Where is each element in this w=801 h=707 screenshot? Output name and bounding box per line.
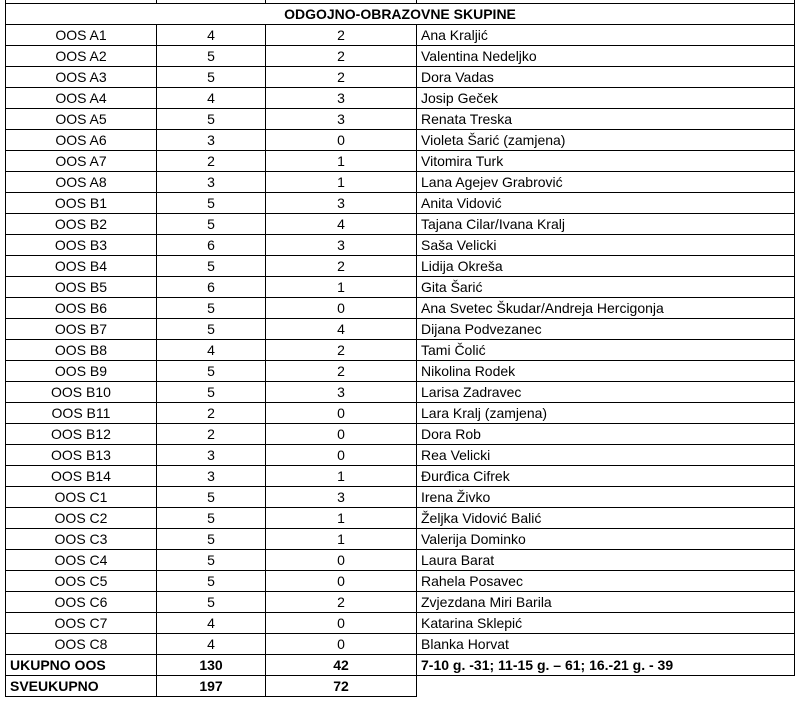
teacher-name-cell: Dora Vadas bbox=[417, 67, 795, 88]
count2-cell: 2 bbox=[266, 340, 417, 361]
group-cell: OOS B12 bbox=[6, 424, 157, 445]
count-cell: 5 bbox=[157, 487, 266, 508]
table-row bbox=[6, 67, 795, 88]
count-cell: 5 bbox=[157, 550, 266, 571]
teacher-name-cell: Lara Kralj (zamjena) bbox=[417, 403, 795, 424]
total-count: 197 bbox=[157, 676, 266, 697]
teacher-name-cell: Tami Čolić bbox=[417, 340, 795, 361]
section-header-row bbox=[6, 4, 795, 25]
group-cell: OOS A5 bbox=[6, 109, 157, 130]
teacher-name-cell: Rea Velicki bbox=[417, 445, 795, 466]
group-cell: OOS B7 bbox=[6, 319, 157, 340]
count2-cell: 2 bbox=[266, 592, 417, 613]
count2-cell: 3 bbox=[266, 109, 417, 130]
group-cell: OOS A8 bbox=[6, 172, 157, 193]
count2-cell: 3 bbox=[266, 487, 417, 508]
subtotal-count2: 42 bbox=[266, 655, 417, 676]
count2-cell: 1 bbox=[266, 277, 417, 298]
group-cell: OOS A7 bbox=[6, 151, 157, 172]
count2-cell: 1 bbox=[266, 151, 417, 172]
count-cell: 2 bbox=[157, 403, 266, 424]
table-row bbox=[6, 214, 795, 235]
count2-cell: 0 bbox=[266, 550, 417, 571]
count2-cell: 1 bbox=[266, 172, 417, 193]
table-row bbox=[6, 445, 795, 466]
group-cell: OOS B14 bbox=[6, 466, 157, 487]
count-cell: 3 bbox=[157, 130, 266, 151]
group-cell: OOS B11 bbox=[6, 403, 157, 424]
table-row bbox=[6, 424, 795, 445]
count-cell: 4 bbox=[157, 340, 266, 361]
group-cell: OOS B13 bbox=[6, 445, 157, 466]
empty-cell bbox=[417, 676, 795, 697]
table-row bbox=[6, 592, 795, 613]
group-cell: OOS B6 bbox=[6, 298, 157, 319]
table-row bbox=[6, 172, 795, 193]
teacher-name-cell: Laura Barat bbox=[417, 550, 795, 571]
count2-cell: 0 bbox=[266, 298, 417, 319]
teacher-name-cell: Ana Kraljić bbox=[417, 25, 795, 46]
teacher-name-cell: Katarina Sklepić bbox=[417, 613, 795, 634]
count-cell: 5 bbox=[157, 319, 266, 340]
table-row bbox=[6, 403, 795, 424]
teacher-name-cell: Tajana Cilar/Ivana Kralj bbox=[417, 214, 795, 235]
subtotal-count: 130 bbox=[157, 655, 266, 676]
group-cell: OOS C2 bbox=[6, 508, 157, 529]
count2-cell: 2 bbox=[266, 67, 417, 88]
age-breakdown-note: 7-10 g. -31; 11-15 g. – 61; 16.-21 g. - 39 bbox=[417, 655, 795, 676]
group-cell: OOS C6 bbox=[6, 592, 157, 613]
count2-cell: 0 bbox=[266, 613, 417, 634]
count-cell: 2 bbox=[157, 151, 266, 172]
count-cell: 5 bbox=[157, 256, 266, 277]
teacher-name-cell: Rahela Posavec bbox=[417, 571, 795, 592]
teacher-name-cell: Lidija Okreša bbox=[417, 256, 795, 277]
table-row bbox=[6, 361, 795, 382]
count-cell: 5 bbox=[157, 109, 266, 130]
count2-cell: 2 bbox=[266, 25, 417, 46]
count2-cell: 0 bbox=[266, 130, 417, 151]
table-row bbox=[6, 382, 795, 403]
count-cell: 2 bbox=[157, 424, 266, 445]
table-row bbox=[6, 256, 795, 277]
teacher-name-cell: Ana Svetec Škudar/Andreja Hercigonja bbox=[417, 298, 795, 319]
count-cell: 5 bbox=[157, 508, 266, 529]
section-title: ODGOJNO-OBRAZOVNE SKUPINE bbox=[6, 4, 795, 25]
count2-cell: 4 bbox=[266, 319, 417, 340]
count2-cell: 2 bbox=[266, 46, 417, 67]
teacher-name-cell: Larisa Zadravec bbox=[417, 382, 795, 403]
table-row bbox=[6, 487, 795, 508]
table-row bbox=[6, 571, 795, 592]
count-cell: 5 bbox=[157, 46, 266, 67]
teacher-name-cell: Valerija Dominko bbox=[417, 529, 795, 550]
teacher-name-cell: Željka Vidović Balić bbox=[417, 508, 795, 529]
teacher-name-cell: Saša Velicki bbox=[417, 235, 795, 256]
count-cell: 5 bbox=[157, 382, 266, 403]
total-count2: 72 bbox=[266, 676, 417, 697]
teacher-name-cell: Đurđica Cifrek bbox=[417, 466, 795, 487]
count2-cell: 1 bbox=[266, 508, 417, 529]
count2-cell: 2 bbox=[266, 361, 417, 382]
group-cell: OOS C8 bbox=[6, 634, 157, 655]
group-cell: OOS B2 bbox=[6, 214, 157, 235]
teacher-name-cell: Lana Agejev Grabrović bbox=[417, 172, 795, 193]
count-cell: 5 bbox=[157, 214, 266, 235]
count-cell: 4 bbox=[157, 613, 266, 634]
count-cell: 6 bbox=[157, 235, 266, 256]
count2-cell: 3 bbox=[266, 88, 417, 109]
count-cell: 5 bbox=[157, 571, 266, 592]
table-row bbox=[6, 340, 795, 361]
count-cell: 4 bbox=[157, 25, 266, 46]
subtotal-label: UKUPNO OOS bbox=[6, 655, 157, 676]
count-cell: 5 bbox=[157, 529, 266, 550]
table-row bbox=[6, 298, 795, 319]
table-row bbox=[6, 130, 795, 151]
group-cell: OOS B5 bbox=[6, 277, 157, 298]
teacher-name-cell: Josip Geček bbox=[417, 88, 795, 109]
group-cell: OOS A4 bbox=[6, 88, 157, 109]
table-row bbox=[6, 319, 795, 340]
count-cell: 4 bbox=[157, 88, 266, 109]
group-cell: OOS C3 bbox=[6, 529, 157, 550]
count2-cell: 0 bbox=[266, 424, 417, 445]
table-row bbox=[6, 529, 795, 550]
group-cell: OOS B9 bbox=[6, 361, 157, 382]
group-cell: OOS B3 bbox=[6, 235, 157, 256]
groups-table bbox=[5, 0, 795, 697]
teacher-name-cell: Anita Vidović bbox=[417, 193, 795, 214]
count2-cell: 0 bbox=[266, 571, 417, 592]
table-row bbox=[6, 109, 795, 130]
count-cell: 5 bbox=[157, 193, 266, 214]
count-cell: 5 bbox=[157, 67, 266, 88]
count2-cell: 3 bbox=[266, 382, 417, 403]
group-cell: OOS C5 bbox=[6, 571, 157, 592]
count2-cell: 1 bbox=[266, 466, 417, 487]
count2-cell: 3 bbox=[266, 193, 417, 214]
group-cell: OOS C7 bbox=[6, 613, 157, 634]
table-row bbox=[6, 25, 795, 46]
group-cell: OOS C1 bbox=[6, 487, 157, 508]
table-row bbox=[6, 508, 795, 529]
teacher-name-cell: Gita Šarić bbox=[417, 277, 795, 298]
count2-cell: 1 bbox=[266, 529, 417, 550]
count2-cell: 4 bbox=[266, 214, 417, 235]
group-cell: OOS A2 bbox=[6, 46, 157, 67]
teacher-name-cell: Valentina Nedeljko bbox=[417, 46, 795, 67]
count2-cell: 0 bbox=[266, 634, 417, 655]
count2-cell: 2 bbox=[266, 256, 417, 277]
table-row bbox=[6, 613, 795, 634]
group-cell: OOS C4 bbox=[6, 550, 157, 571]
teacher-name-cell: Vitomira Turk bbox=[417, 151, 795, 172]
count-cell: 4 bbox=[157, 634, 266, 655]
subtotal-row bbox=[6, 655, 795, 676]
group-cell: OOS B8 bbox=[6, 340, 157, 361]
count-cell: 5 bbox=[157, 361, 266, 382]
teacher-name-cell: Dora Rob bbox=[417, 424, 795, 445]
count2-cell: 0 bbox=[266, 403, 417, 424]
count-cell: 6 bbox=[157, 277, 266, 298]
teacher-name-cell: Blanka Horvat bbox=[417, 634, 795, 655]
group-cell: OOS B10 bbox=[6, 382, 157, 403]
count-cell: 3 bbox=[157, 466, 266, 487]
teacher-name-cell: Irena Živko bbox=[417, 487, 795, 508]
teacher-name-cell: Dijana Podvezanec bbox=[417, 319, 795, 340]
table-row bbox=[6, 88, 795, 109]
count-cell: 3 bbox=[157, 172, 266, 193]
count2-cell: 3 bbox=[266, 235, 417, 256]
count-cell: 5 bbox=[157, 592, 266, 613]
table-row bbox=[6, 634, 795, 655]
table-row bbox=[6, 466, 795, 487]
table-row bbox=[6, 550, 795, 571]
count2-cell: 0 bbox=[266, 445, 417, 466]
group-cell: OOS A1 bbox=[6, 25, 157, 46]
table-row bbox=[6, 235, 795, 256]
group-cell: OOS A6 bbox=[6, 130, 157, 151]
teacher-name-cell: Violeta Šarić (zamjena) bbox=[417, 130, 795, 151]
group-cell: OOS A3 bbox=[6, 67, 157, 88]
table-row bbox=[6, 277, 795, 298]
total-label: SVEUKUPNO bbox=[6, 676, 157, 697]
total-row bbox=[6, 676, 795, 697]
table-row bbox=[6, 46, 795, 67]
table-row bbox=[6, 193, 795, 214]
count-cell: 3 bbox=[157, 445, 266, 466]
table-row bbox=[6, 151, 795, 172]
teacher-name-cell: Nikolina Rodek bbox=[417, 361, 795, 382]
count-cell: 5 bbox=[157, 298, 266, 319]
group-cell: OOS B1 bbox=[6, 193, 157, 214]
group-cell: OOS B4 bbox=[6, 256, 157, 277]
teacher-name-cell: Zvjezdana Miri Barila bbox=[417, 592, 795, 613]
teacher-name-cell: Renata Treska bbox=[417, 109, 795, 130]
